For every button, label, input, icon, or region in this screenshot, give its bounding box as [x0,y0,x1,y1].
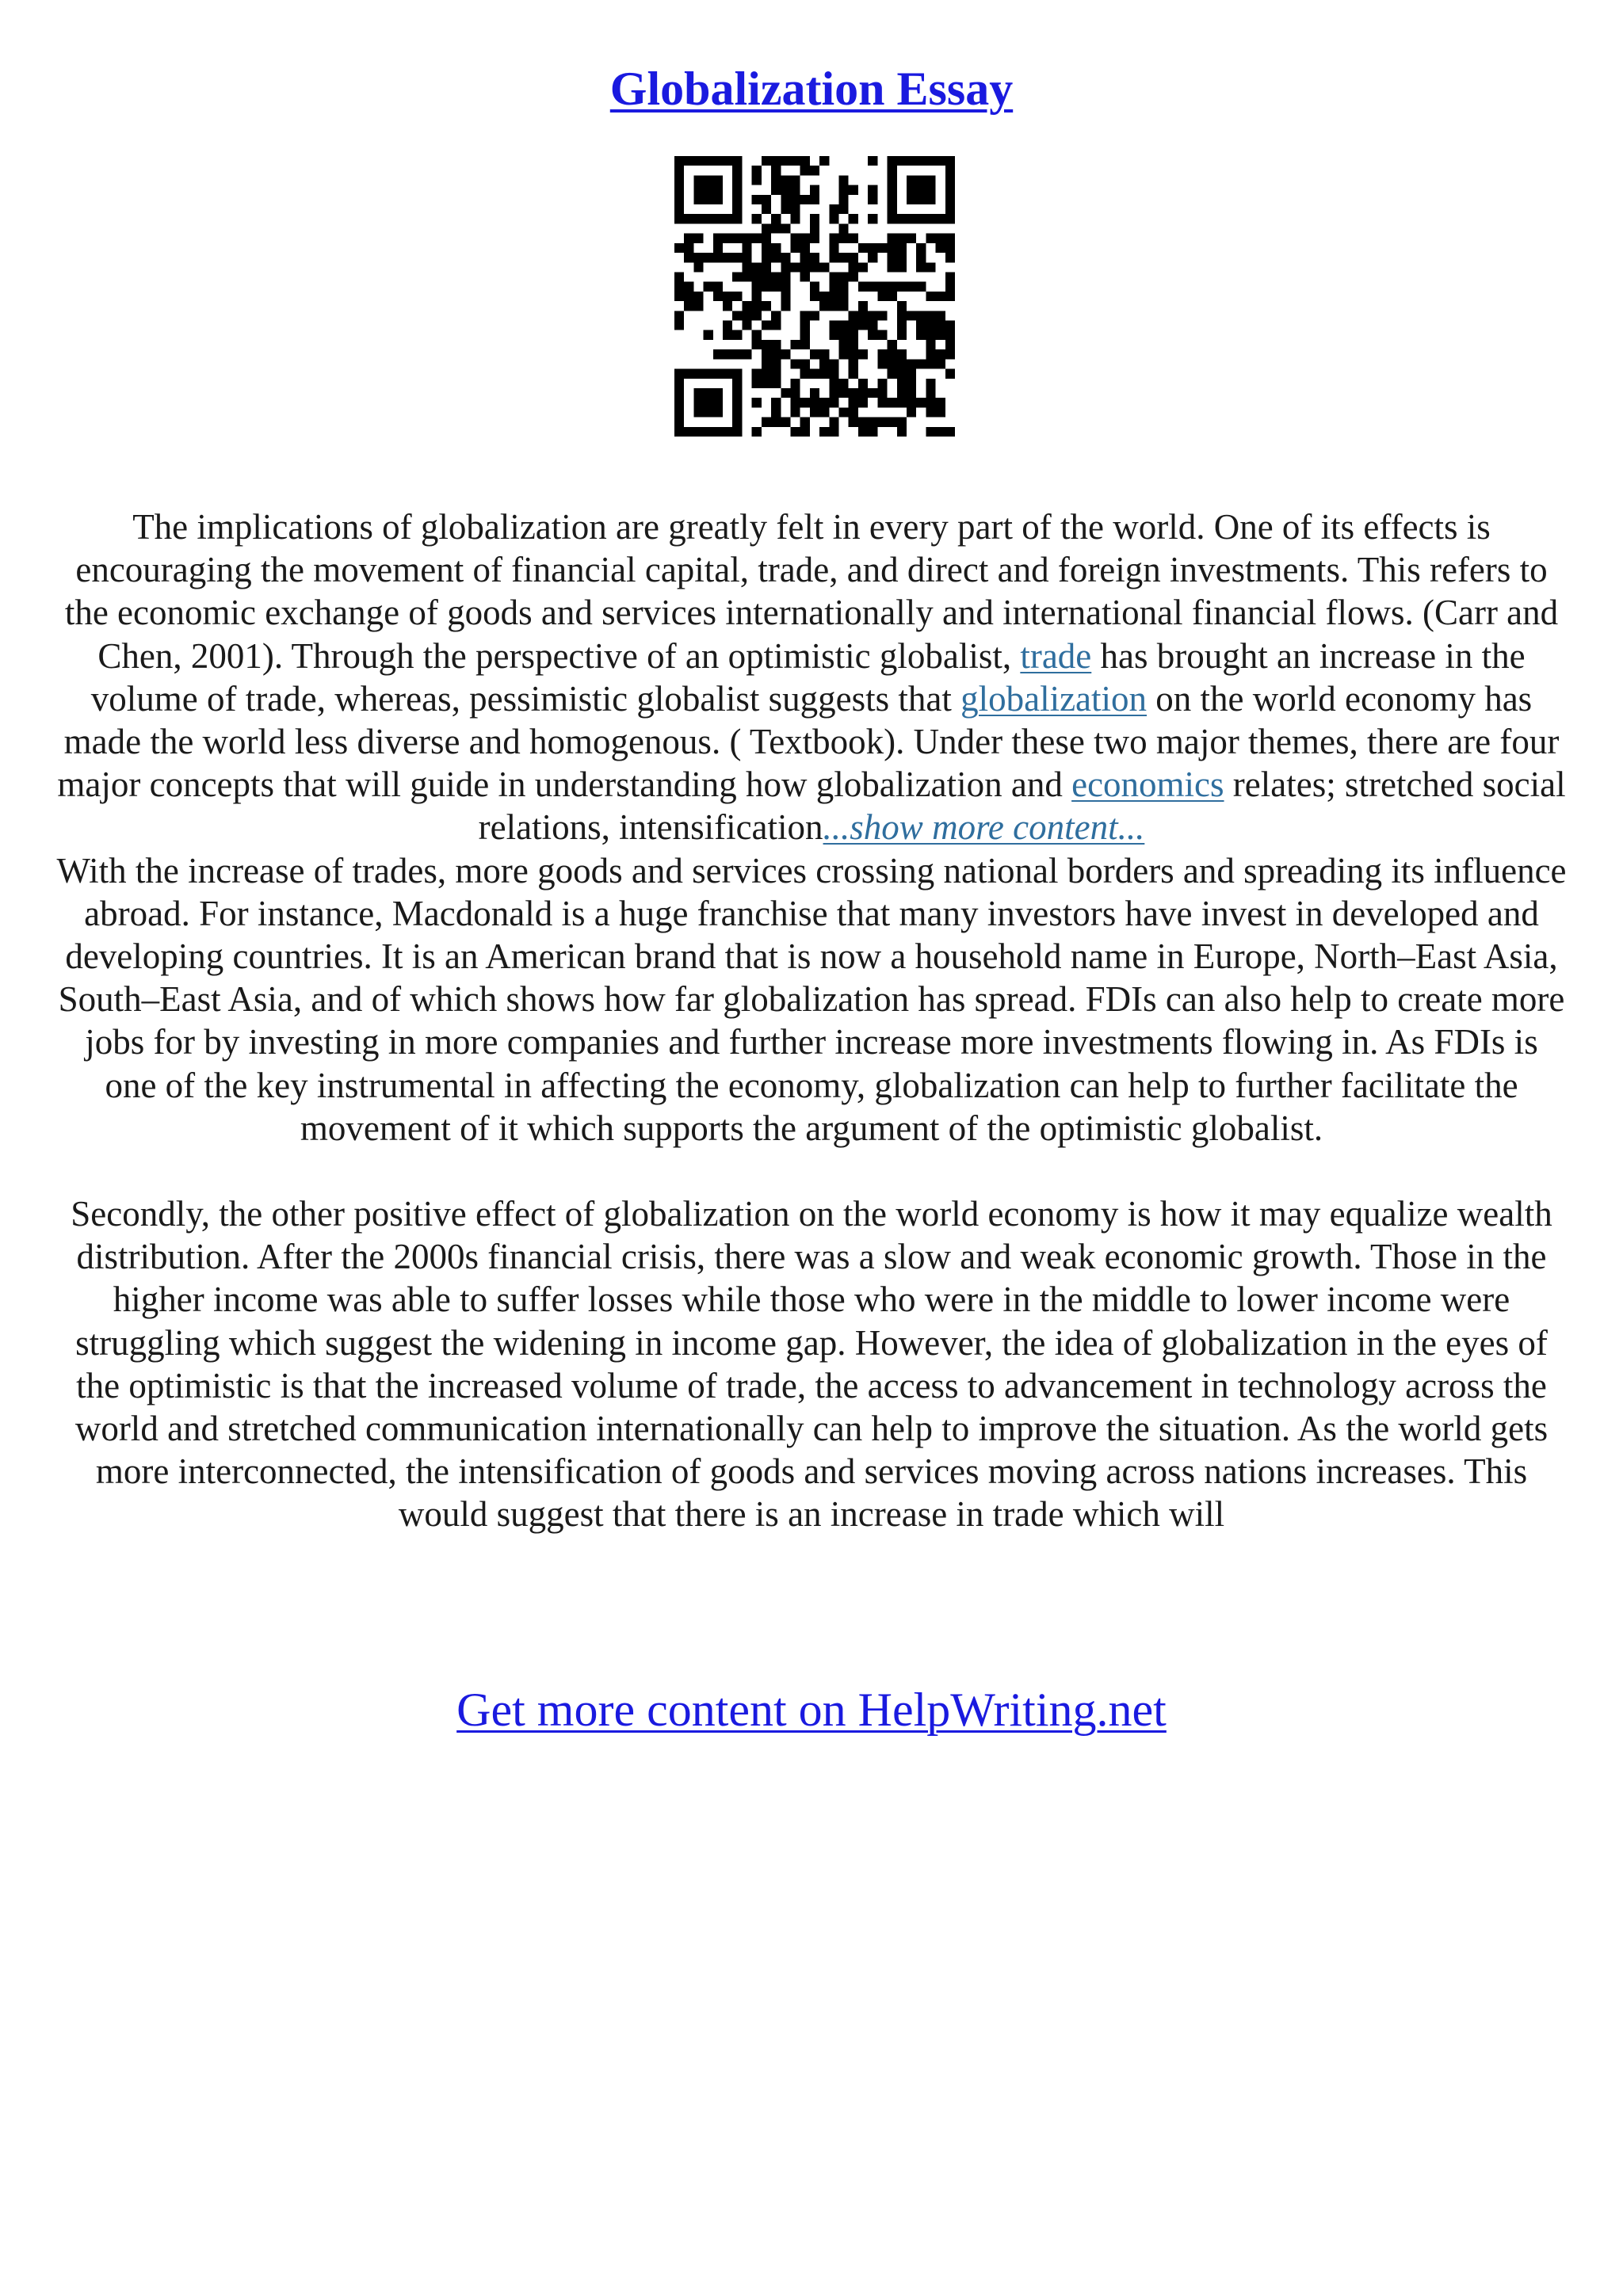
keyword-link-globalization[interactable]: globalization [960,678,1148,719]
get-more-content-link[interactable]: Get more content on HelpWriting.net [456,1684,1167,1736]
paragraph-2: With the increase of trades, more goods and services crossing national borders and spreading its influence abroad. For instance, Macdonald is a huge franchise that many investors have invest in developed and developing countries. It is an American brand that is now a household name in Europe, North–East Asia, South–East Asia, and of which shows how far globalization has spread. FDIs can also help to create more jobs for by investing in more companies and further increase more investments flowing in. As FDIs is one of the key instrumental in affecting the economy, globalization can help to further facilitate the movement of it which supports the argument of the optimistic globalist. [56,850,1567,1148]
qr-code-icon [674,156,955,437]
paragraph-1-text-c: on the world economy has made the world less diverse and homogenous. ( Textbook). Under these two major themes, there are four major concepts that will guide in understanding how globalization and [57,678,1560,805]
show-more-link[interactable]: ...show more content... [823,807,1145,848]
paragraph-1-text-d: relates; stretched social relations, intensification [478,765,1566,848]
keyword-link-economics[interactable]: economics [1071,765,1224,805]
page-title [0,57,1623,120]
paragraph-1 [55,505,1568,849]
paragraph-3: Secondly, the other positive effect of globalization on the world economy is how it may equalize wealth distribution. After the 2000s financial crisis, there was a slow and weak economic growth. Those in the higher income was able to suffer losses while those who were in the middle to lower income were struggling which suggest the widening in income gap. However, the idea of globalization in the eyes of the optimistic is that the increased volume of trade, the access to advancement in technology across the world and stretched communication internationally can help to improve the situation. As the world gets more interconnected, the intensification of goods and services moving across nations increases. This would suggest that there is an increase in trade which will [71,1194,1552,1535]
title-link[interactable]: Globalization Essay [609,63,1014,115]
essay-body [55,505,1568,1536]
paragraph-1-text-b: has brought an increase in the volume of trade, whereas, pessimistic globalist suggests that [90,635,1526,719]
paragraph-1-text-a: The implications of globalization are greatly felt in every part of the world. One of its effects is encouraging the movement of financial capital, trade, and direct and foreign investments. This refers to the economic exchange of goods and services internationally and international financial flows. (Carr and Chen, 2001). Through the perspective of an optimistic globalist, [64,507,1559,676]
cta-banner [0,1678,1623,1741]
keyword-link-trade[interactable]: trade [1020,635,1092,676]
